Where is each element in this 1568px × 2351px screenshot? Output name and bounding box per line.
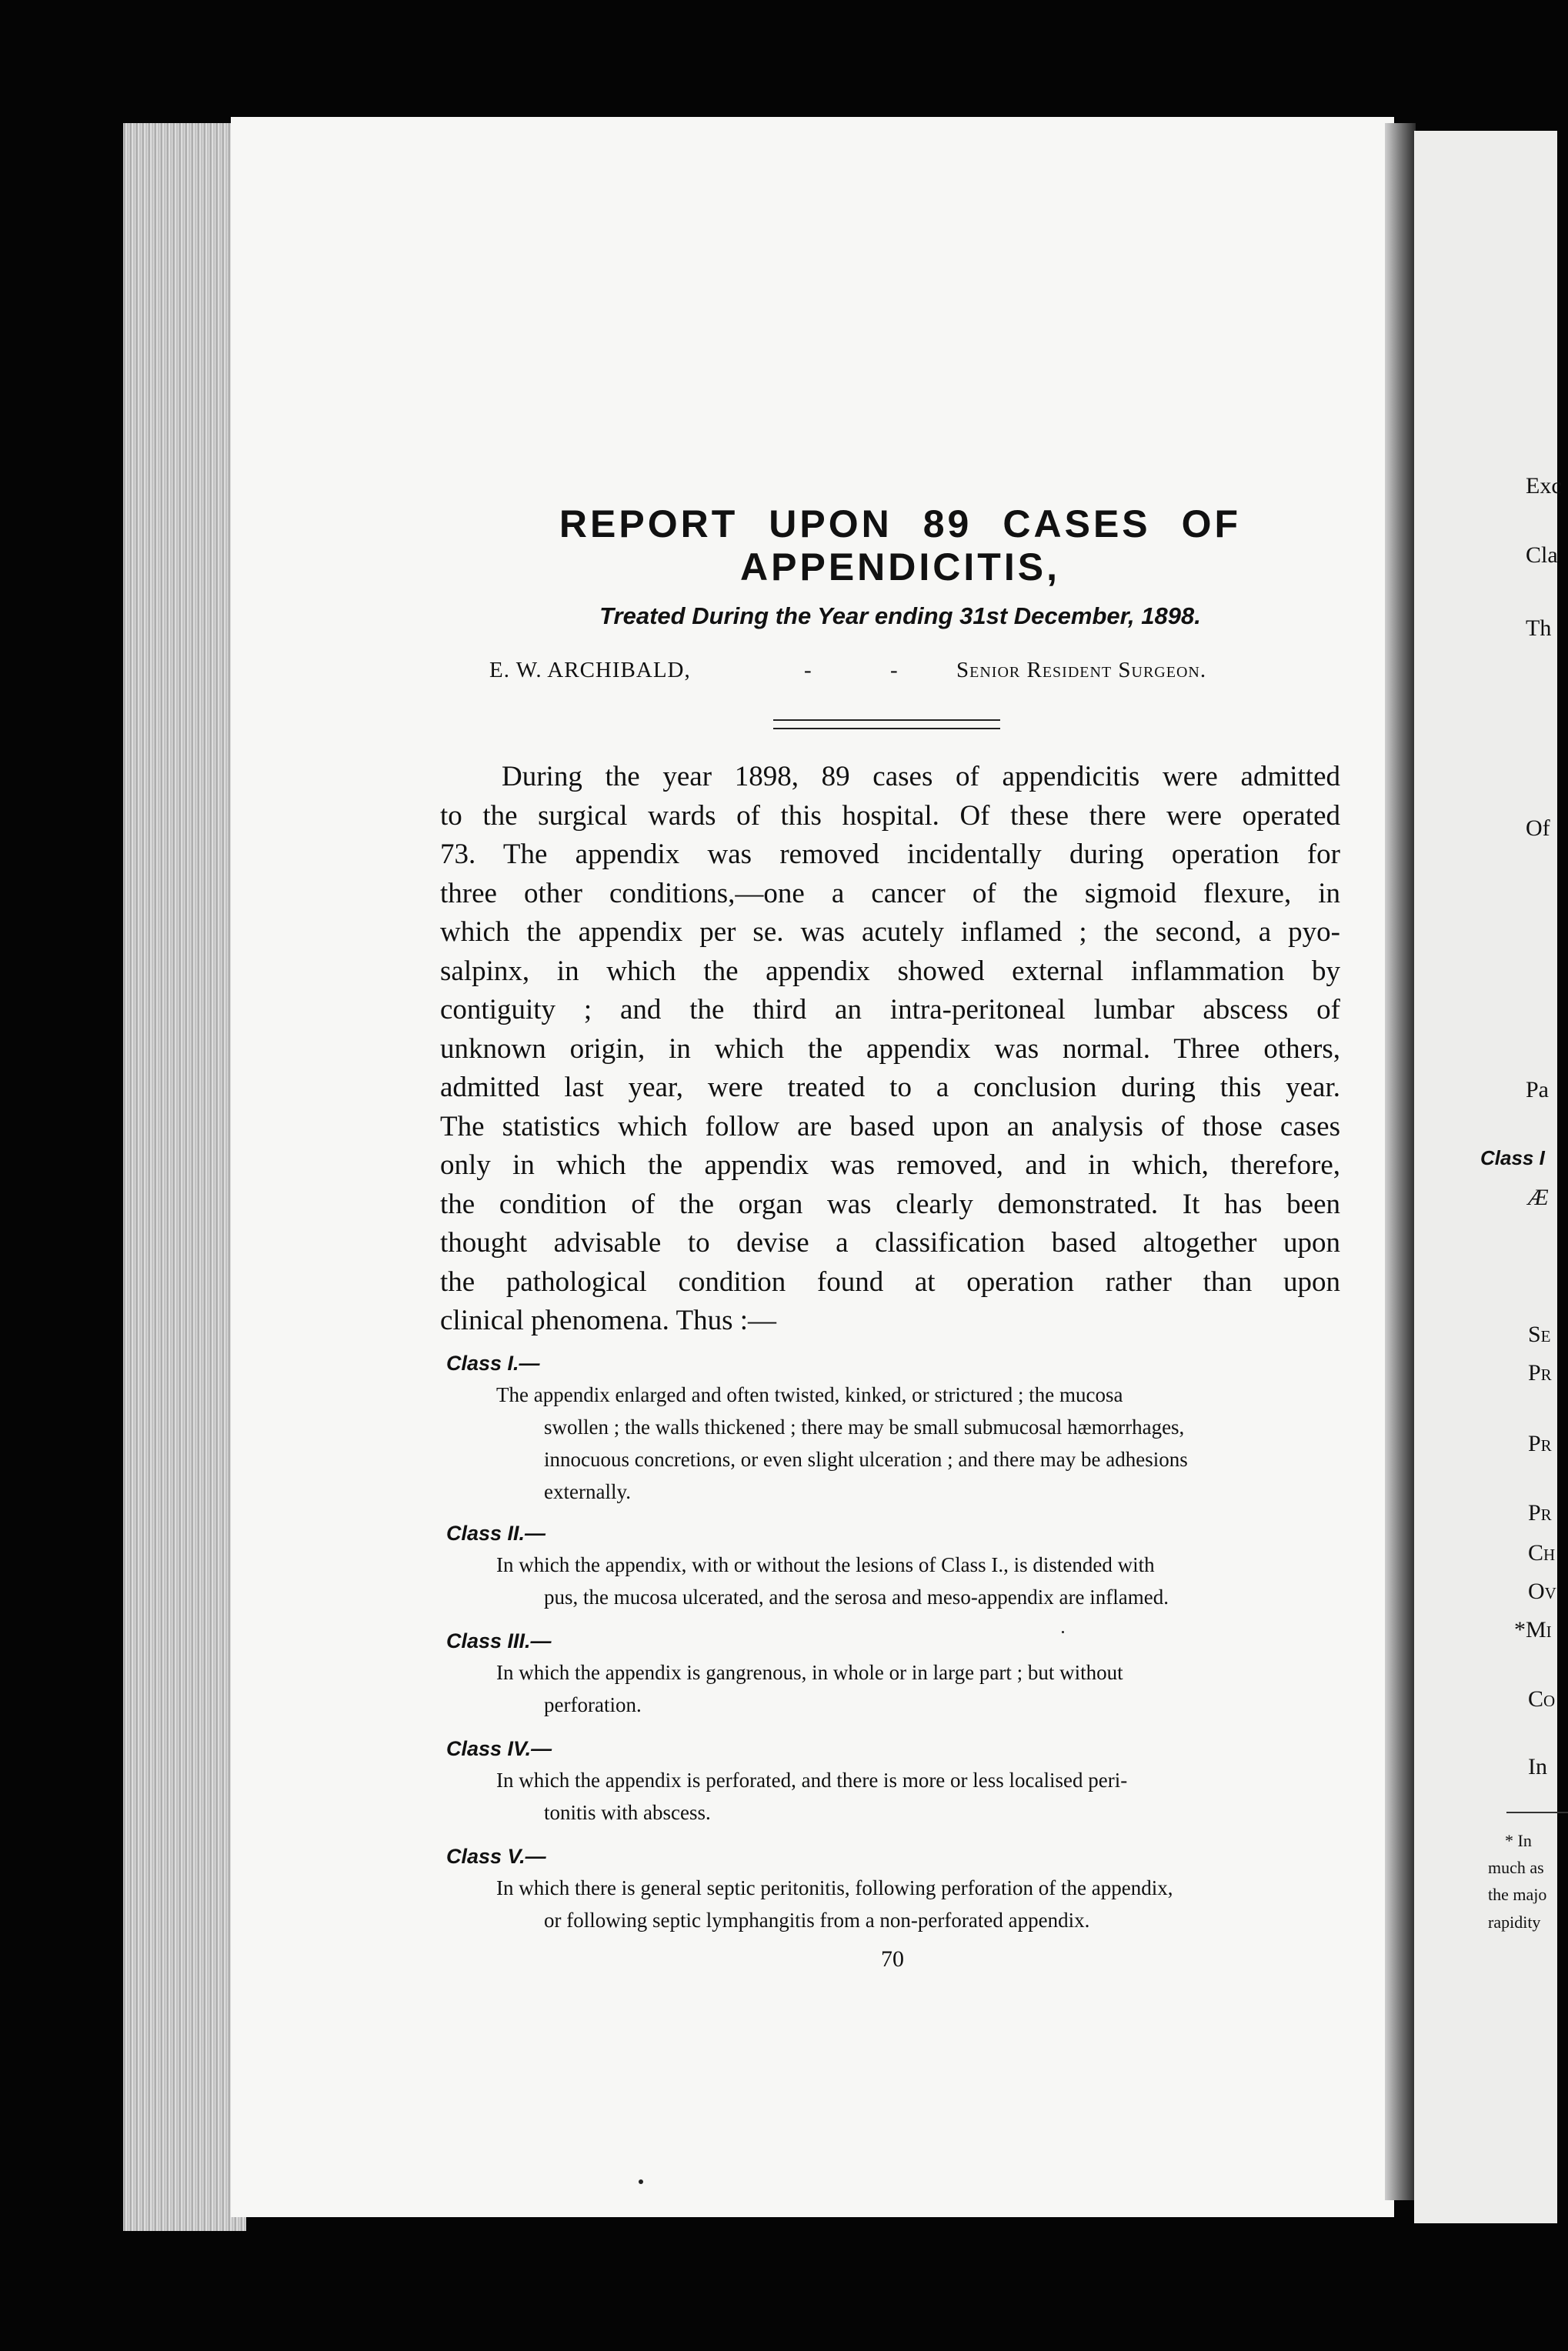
title-word: CASES <box>1003 502 1151 545</box>
paragraph-line: only in which the appendix was removed, and in which, therefore, <box>440 1149 1340 1181</box>
page-edges <box>123 123 246 2231</box>
class-line: swollen ; the walls thickened ; there may be small submucosal hæmorrhages, <box>544 1416 1185 1439</box>
paragraph-line: contiguity ; and the third an intra-peritoneal lumbar abscess of <box>440 994 1340 1025</box>
paragraph-line: the pathological condition found at operation rather than upon <box>440 1266 1340 1298</box>
facing-fragment: Co <box>1528 1686 1556 1712</box>
report-title-line-1 <box>431 502 1369 546</box>
facing-fragment: * In <box>1505 1831 1532 1850</box>
class-2-description <box>496 1549 1343 1613</box>
facing-fragment: *Mi <box>1514 1617 1552 1642</box>
page-number: 70 <box>881 1946 904 1972</box>
class-5-description <box>496 1872 1343 1936</box>
paragraph-line: The statistics which follow are based upon an analysis of those cases <box>440 1110 1340 1142</box>
print-speck <box>1062 1631 1064 1633</box>
facing-fragment: Ch <box>1528 1540 1556 1566</box>
class-line: pus, the mucosa ulcerated, and the serosa and meso-appendix are inflamed. <box>544 1586 1169 1609</box>
title-word: 89 <box>922 502 972 545</box>
class-2-heading: Class II.— <box>446 1522 546 1545</box>
class-line: innocuous concretions, or even slight ulceration ; and there may be adhesions <box>544 1448 1188 1471</box>
class-3-description <box>496 1656 1343 1721</box>
facing-fragment: Class I <box>1480 1146 1545 1169</box>
class-4-description <box>496 1764 1343 1829</box>
report-title-line-2: APPENDICITIS, <box>740 545 1060 589</box>
class-line: The appendix enlarged and often twisted, kinked, or strictured ; the mucosa <box>496 1383 1123 1406</box>
facing-fragment: Se <box>1528 1322 1551 1347</box>
author-separator: - <box>804 658 812 682</box>
paragraph-line: thought advisable to devise a classification based altogether upon <box>440 1227 1340 1259</box>
title-word: OF <box>1181 502 1242 545</box>
title-word: REPORT <box>559 502 739 545</box>
paragraph-line: During the year 1898, 89 cases of appendicitis were admitted <box>502 761 1340 792</box>
class-line: tonitis with abscess. <box>544 1801 711 1824</box>
class-line: or following septic lymphangitis from a non-perforated appendix. <box>544 1909 1090 1932</box>
class-5-heading: Class V.— <box>446 1845 546 1868</box>
paragraph-line: admitted last year, were treated to a conclusion during this year. <box>440 1072 1340 1103</box>
facing-fragment: the majo <box>1488 1885 1547 1904</box>
class-4-heading: Class IV.— <box>446 1737 552 1760</box>
paragraph-line: the condition of the organ was clearly demonstrated. It has been <box>440 1188 1340 1220</box>
facing-fragment: Pr <box>1528 1500 1552 1526</box>
title-word: UPON <box>769 502 892 545</box>
facing-fragment: Exc <box>1526 473 1562 499</box>
facing-fragment: much as <box>1488 1858 1544 1877</box>
paragraph-line: unknown origin, in which the appendix was normal. Three others, <box>440 1032 1340 1065</box>
facing-fragment: Of <box>1526 815 1550 841</box>
divider-rule <box>773 719 1000 721</box>
class-line: In which the appendix, with or without the lesions of Class I., is distended with <box>496 1553 1155 1576</box>
facing-fragment: Ov <box>1528 1579 1556 1604</box>
facing-fragment: Cla <box>1526 542 1558 568</box>
print-speck <box>639 2179 643 2184</box>
facing-fragment: In <box>1528 1754 1547 1779</box>
paragraph-line: to the surgical wards of this hospital. Of these there were operated <box>440 799 1340 832</box>
report-subtitle: Treated During the Year ending 31st December, 1898. <box>599 602 1201 629</box>
class-line: perforation. <box>544 1693 642 1716</box>
class-line: externally. <box>544 1480 631 1503</box>
paragraph-line: salpinx, in which the appendix showed external inflammation by <box>440 955 1340 987</box>
class-3-heading: Class III.— <box>446 1629 552 1652</box>
facing-fragment: Th <box>1526 615 1552 641</box>
facing-page <box>1414 131 1562 2223</box>
facing-fragment: Pr <box>1528 1360 1552 1386</box>
class-1-description <box>496 1379 1343 1508</box>
author-separator: - <box>890 658 899 682</box>
intro-paragraph <box>440 758 1340 1341</box>
facing-fragment: Pr <box>1528 1431 1552 1456</box>
class-line: In which the appendix is perforated, and there is more or less localised peri- <box>496 1769 1128 1792</box>
class-1-heading: Class I.— <box>446 1352 540 1375</box>
facing-fragment: Æ <box>1528 1185 1549 1210</box>
book-gutter <box>1385 123 1416 2200</box>
paragraph-line: three other conditions,—one a cancer of the sigmoid flexure, in <box>440 877 1340 909</box>
paragraph-line: 73. The appendix was removed incidentally during operation for <box>440 839 1340 870</box>
paragraph-line: clinical phenomena. Thus :— <box>440 1305 777 1336</box>
paragraph-line: which the appendix per se. was acutely inflamed ; the second, a pyo- <box>440 916 1340 948</box>
divider-rule <box>773 728 1000 729</box>
footnote-rule <box>1506 1812 1568 1813</box>
class-line: In which there is general septic peritonitis, following perforation of the appendix, <box>496 1876 1173 1899</box>
author-name: E. W. ARCHIBALD, <box>489 658 691 682</box>
author-position: Senior Resident Surgeon. <box>956 658 1207 682</box>
facing-fragment: Pa <box>1526 1077 1549 1102</box>
facing-fragment: rapidity <box>1488 1912 1541 1932</box>
class-line: In which the appendix is gangrenous, in whole or in large part ; but without <box>496 1661 1123 1684</box>
